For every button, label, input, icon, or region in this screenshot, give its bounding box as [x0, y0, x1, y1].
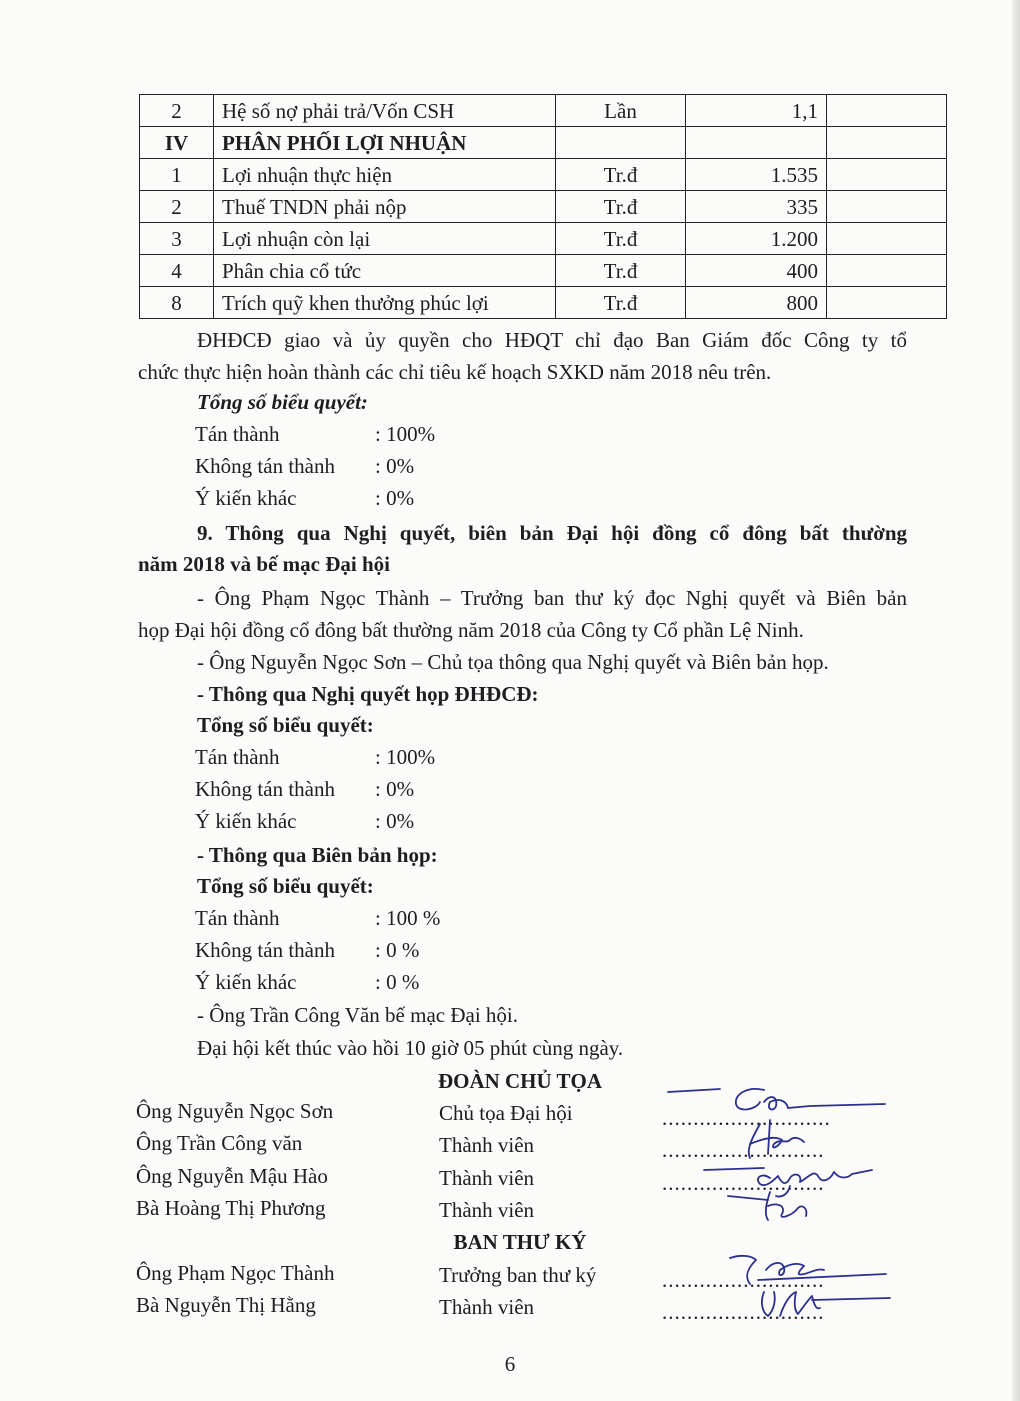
closing-line-2: Đại hội kết thúc vào hồi 10 giờ 05 phút cùng ngày.: [197, 1036, 624, 1060]
signature-dots: ..........................: [662, 1300, 825, 1324]
signature-dots: ..........................: [662, 1138, 825, 1162]
row-unit: Lần: [556, 95, 686, 127]
vote-value: : 100 %: [375, 906, 441, 930]
row-item: PHÂN PHỐI LỢI NHUẬN: [214, 127, 556, 159]
assignment-line-1: ĐHĐCĐ giao và ủy quyền cho HĐQT chỉ đạo Ban Giám đốc Công ty tổ: [197, 328, 907, 352]
section-9-title-line-2: năm 2018 và bế mạc Đại hội: [138, 552, 390, 576]
table-row: [140, 255, 947, 287]
row-unit: Tr.đ: [556, 159, 686, 191]
vote-value: : 0%: [375, 809, 415, 833]
row-number: 1: [140, 159, 214, 191]
table-row: [140, 191, 947, 223]
row-value: 400: [686, 255, 827, 287]
minutes-vote-title: - Thông qua Biên bản họp:: [197, 843, 438, 867]
member-role: Trưởng ban thư ký: [439, 1263, 597, 1287]
reading-line-2: họp Đại hội đồng cổ đông bất thường năm 2018 của Công ty Cổ phần Lệ Ninh.: [138, 618, 804, 642]
secretariat-title: BAN THƯ KÝ: [453, 1230, 587, 1254]
row-item: Lợi nhuận còn lại: [214, 223, 556, 255]
vote-label: Không tán thành: [195, 938, 335, 962]
vote-heading: Tổng số biểu quyết:: [197, 713, 374, 737]
signature-dots: ..........................: [662, 1268, 825, 1292]
resolution-vote-title: - Thông qua Nghị quyết họp ĐHĐCĐ:: [197, 682, 539, 706]
vote-label: Ý kiến khác: [195, 970, 297, 994]
vote-label: Ý kiến khác: [195, 486, 297, 510]
row-value: 1,1: [686, 95, 827, 127]
row-unit: Tr.đ: [556, 223, 686, 255]
row-item: Trích quỹ khen thưởng phúc lợi: [214, 287, 556, 319]
row-number: 2: [140, 191, 214, 223]
presidium-title: ĐOÀN CHỦ TỌA: [437, 1069, 603, 1093]
row-unit: Tr.đ: [556, 191, 686, 223]
member-name: Bà Nguyễn Thị Hằng: [136, 1293, 316, 1317]
row-value: 335: [686, 191, 827, 223]
chair-line: - Ông Nguyễn Ngọc Sơn – Chủ tọa thông qua Nghị quyết và Biên bản họp.: [197, 650, 829, 674]
page-number: 6: [504, 1352, 516, 1376]
row-unit: [556, 127, 686, 159]
row-note: [827, 127, 947, 159]
row-note: [827, 191, 947, 223]
vote-value: : 100%: [375, 745, 436, 769]
row-unit: Tr.đ: [556, 287, 686, 319]
vote-heading: Tổng số biểu quyết:: [197, 390, 368, 414]
member-name: Ông Nguyễn Ngọc Sơn: [136, 1099, 334, 1123]
vote-value: : 0%: [375, 486, 415, 510]
closing-line-1: - Ông Trần Công Văn bế mạc Đại hội.: [197, 1003, 518, 1027]
row-unit: Tr.đ: [556, 255, 686, 287]
table-row: [140, 95, 947, 127]
plan-table: [139, 94, 947, 319]
member-name: Ông Nguyễn Mậu Hào: [136, 1164, 328, 1188]
vote-label: Không tán thành: [195, 454, 335, 478]
row-item: Phân chia cổ tức: [214, 255, 556, 287]
row-item: Hệ số nợ phải trả/Vốn CSH: [214, 95, 556, 127]
table-row: [140, 223, 947, 255]
row-value: 1.200: [686, 223, 827, 255]
member-role: Thành viên: [439, 1166, 535, 1190]
vote-label: Tán thành: [195, 422, 280, 446]
row-number: 4: [140, 255, 214, 287]
table-row: [140, 159, 947, 191]
member-name: Bà Hoàng Thị Phương: [136, 1196, 326, 1220]
member-role: Thành viên: [439, 1295, 535, 1319]
vote-value: : 0 %: [375, 938, 420, 962]
signature-image: [720, 1114, 840, 1162]
signature-image: [720, 1186, 830, 1226]
row-value: 1.535: [686, 159, 827, 191]
row-note: [827, 255, 947, 287]
assignment-line-2: chức thực hiện hoàn thành các chỉ tiêu kế hoạch SXKD năm 2018 nêu trên.: [138, 360, 772, 384]
row-note: [827, 287, 947, 319]
row-item: Thuế TNDN phải nộp: [214, 191, 556, 223]
row-item: Lợi nhuận thực hiện: [214, 159, 556, 191]
member-name: Ông Trần Công văn: [136, 1131, 303, 1155]
row-note: [827, 95, 947, 127]
reading-line-1: - Ông Phạm Ngọc Thành – Trưởng ban thư ký đọc Nghị quyết và Biên bản: [197, 586, 907, 610]
row-number: 2: [140, 95, 214, 127]
member-name: Ông Phạm Ngọc Thành: [136, 1261, 335, 1285]
vote-label: Không tán thành: [195, 777, 335, 801]
row-number: 3: [140, 223, 214, 255]
vote-value: : 0%: [375, 454, 415, 478]
member-role: Chủ tọa Đại hội: [439, 1101, 573, 1125]
row-note: [827, 223, 947, 255]
member-role: Thành viên: [439, 1198, 535, 1222]
vote-label: Tán thành: [195, 906, 280, 930]
section-9-title-line-1: 9. Thông qua Nghị quyết, biên bản Đại hội đồng cổ đông bất thường: [197, 521, 907, 545]
vote-value: : 100%: [375, 422, 436, 446]
row-value: 800: [686, 287, 827, 319]
row-note: [827, 159, 947, 191]
signature-dots: ...........................: [662, 1106, 831, 1130]
vote-label: Tán thành: [195, 745, 280, 769]
member-role: Thành viên: [439, 1133, 535, 1157]
row-value: [686, 127, 827, 159]
vote-label: Ý kiến khác: [195, 809, 297, 833]
table-section-row: [140, 127, 947, 159]
signature-image: [740, 1282, 910, 1326]
table-row: [140, 287, 947, 319]
vote-heading: Tổng số biểu quyết:: [197, 874, 374, 898]
row-number: IV: [140, 127, 214, 159]
vote-value: : 0 %: [375, 970, 420, 994]
page-edge: [1012, 0, 1020, 1401]
row-number: 8: [140, 287, 214, 319]
signature-dots: ..........................: [662, 1171, 825, 1195]
vote-value: : 0%: [375, 777, 415, 801]
